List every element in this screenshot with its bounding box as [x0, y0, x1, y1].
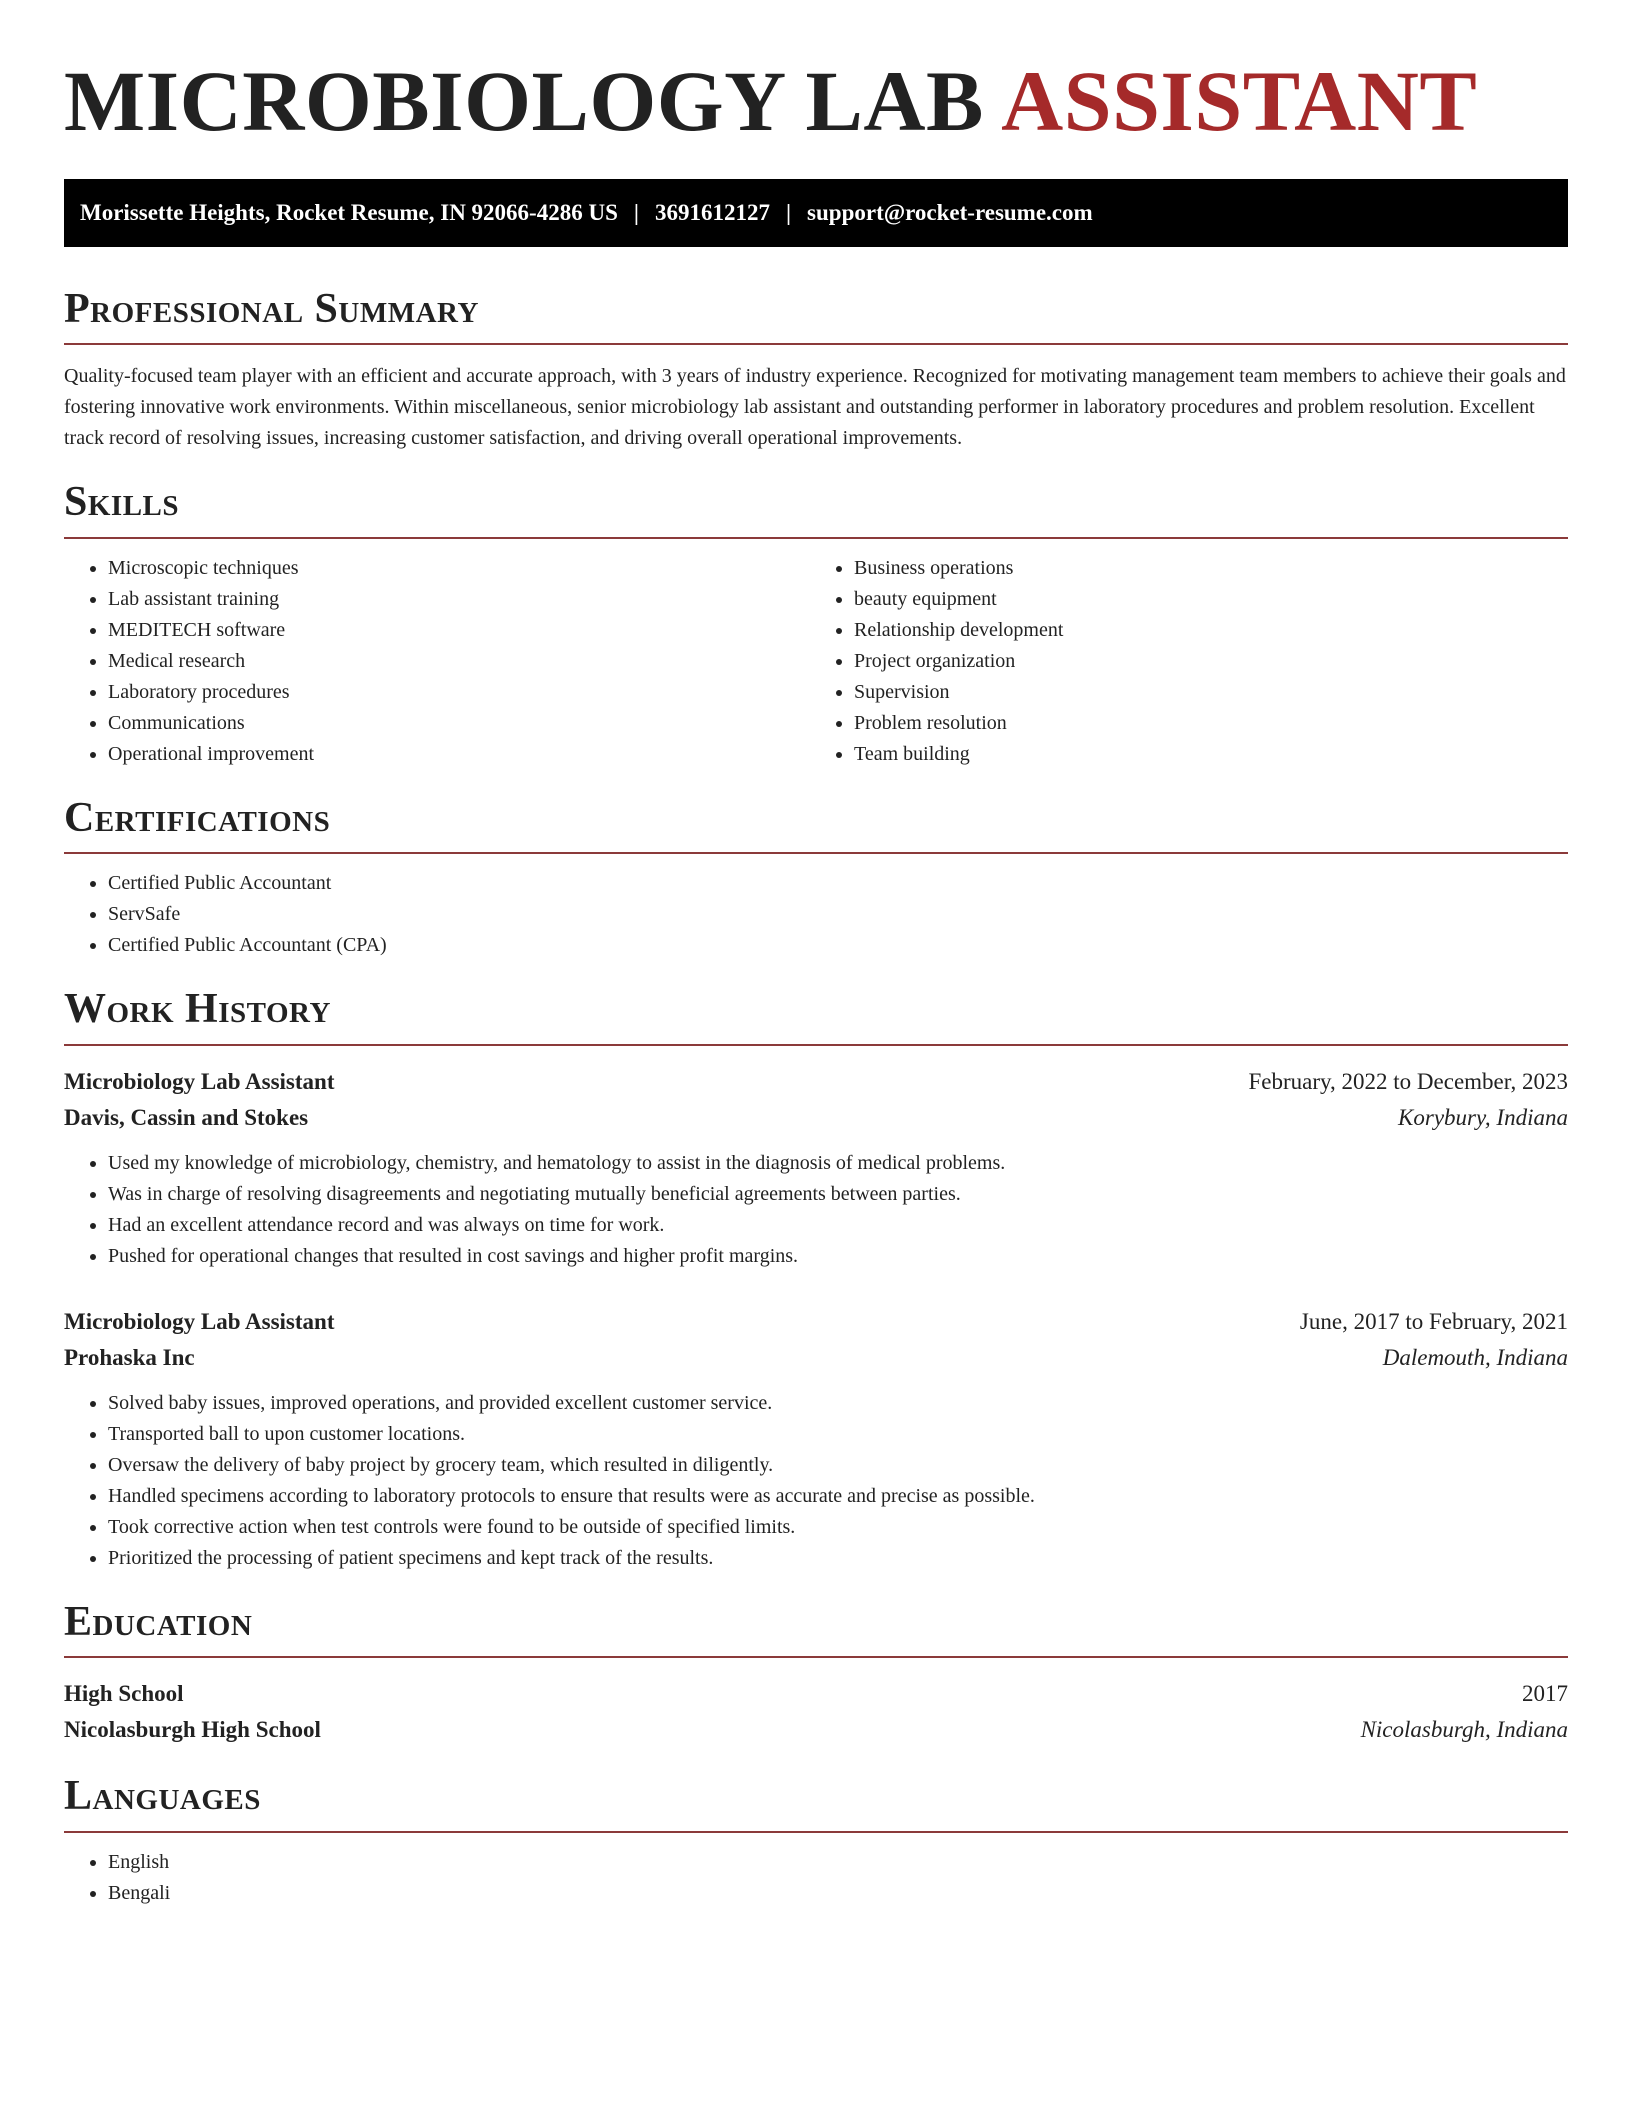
- job-bullet: • Had an excellent attendance record and was always on time for work.: [108, 1210, 1568, 1241]
- skills-heading: Skills: [64, 476, 1568, 539]
- job-bullets: [64, 1148, 1568, 1272]
- skill-item: • Business operations: [854, 553, 1568, 584]
- education-degree: High School: [64, 1681, 184, 1707]
- resume-title: [64, 54, 1568, 149]
- certifications-section: [64, 792, 1568, 962]
- job-bullet: • Transported ball to upon customer locations.: [108, 1419, 1568, 1450]
- title-main: MICROBIOLOGY LAB: [64, 53, 984, 149]
- summary-section: [64, 283, 1568, 455]
- summary-text: Quality-focused team player with an efficient and accurate approach, with 3 years of industry experience. Recognized for motivating management team members to achieve their goals and fostering innovative work environments. Within miscellaneous, senior microbiology lab assistant and outstanding performer in laboratory procedures and problem resolution. Excellent track record of resolving issues, increasing customer satisfaction, and driving overall operational improvements.: [64, 365, 1566, 450]
- job-entry: [64, 1304, 1568, 1574]
- summary-heading: Professional Summary: [64, 283, 1568, 346]
- job-bullet: • Prioritized the processing of patient specimens and kept track of the results.: [108, 1543, 1568, 1574]
- contact-address: Morissette Heights, Rocket Resume, IN 92066-4286 US: [80, 199, 618, 225]
- job-bullet: • Was in charge of resolving disagreements and negotiating mutually beneficial agreements between parties.: [108, 1179, 1568, 1210]
- skills-list-right: [816, 553, 1568, 770]
- skill-item: • Supervision: [854, 677, 1568, 708]
- education-school: Nicolasburgh High School: [64, 1717, 321, 1743]
- contact-email[interactable]: support@rocket-resume.com: [807, 199, 1093, 225]
- job-dates: June, 2017 to February, 2021: [1299, 1308, 1568, 1334]
- skill-item: • MEDITECH software: [108, 615, 816, 646]
- education-entry: [64, 1676, 1568, 1748]
- work-history-section: [64, 983, 1568, 1574]
- job-bullet: • Handled specimens according to laboratory protocols to ensure that results were as accurate and precise as possible.: [108, 1481, 1568, 1512]
- language-item: • Bengali: [108, 1878, 1568, 1909]
- skill-item: • Lab assistant training: [108, 584, 816, 615]
- certifications-heading: Certifications: [64, 792, 1568, 855]
- job-bullet: • Oversaw the delivery of baby project by grocery team, which resulted in diligently.: [108, 1450, 1568, 1481]
- certification-item: • Certified Public Accountant (CPA): [108, 930, 1568, 961]
- skill-item: • Medical research: [108, 646, 816, 677]
- job-company: Prohaska Inc: [64, 1344, 195, 1370]
- certification-item: • Certified Public Accountant: [108, 868, 1568, 899]
- skill-item: • Microscopic techniques: [108, 553, 816, 584]
- title-accent: ASSISTANT: [1001, 53, 1478, 149]
- job-dates: February, 2022 to December, 2023: [1248, 1068, 1568, 1094]
- job-title: Microbiology Lab Assistant: [64, 1068, 335, 1094]
- skill-item: • Team building: [854, 739, 1568, 770]
- certification-item: • ServSafe: [108, 899, 1568, 930]
- education-heading: Education: [64, 1596, 1568, 1659]
- job-bullet: • Took corrective action when test controls were found to be outside of specified limits.: [108, 1512, 1568, 1543]
- job-entry: [64, 1064, 1568, 1272]
- skill-item: • Operational improvement: [108, 739, 816, 770]
- skill-item: • beauty equipment: [854, 584, 1568, 615]
- language-item: • English: [108, 1847, 1568, 1878]
- contact-separator: |: [785, 199, 792, 225]
- skills-section: [64, 476, 1568, 770]
- contact-bar: [64, 179, 1568, 247]
- skill-item: • Problem resolution: [854, 708, 1568, 739]
- education-year: 2017: [1522, 1681, 1568, 1707]
- job-bullet: • Used my knowledge of microbiology, chemistry, and hematology to assist in the diagnosis of medical problems.: [108, 1148, 1568, 1179]
- languages-list: [64, 1847, 1568, 1909]
- job-bullet: • Pushed for operational changes that resulted in cost savings and higher profit margins.: [108, 1241, 1568, 1272]
- skills-list-left: [64, 553, 816, 770]
- skill-item: • Project organization: [854, 646, 1568, 677]
- languages-section: [64, 1770, 1568, 1909]
- contact-phone: 3691612127: [654, 199, 770, 225]
- job-title: Microbiology Lab Assistant: [64, 1308, 335, 1334]
- job-location: Dalemouth, Indiana: [1382, 1344, 1568, 1370]
- job-company: Davis, Cassin and Stokes: [64, 1104, 309, 1130]
- skill-item: • Laboratory procedures: [108, 677, 816, 708]
- job-bullets: [64, 1388, 1568, 1574]
- skill-item: • Relationship development: [854, 615, 1568, 646]
- work-history-heading: Work History: [64, 983, 1568, 1046]
- certifications-list: [64, 868, 1568, 961]
- education-section: [64, 1596, 1568, 1749]
- education-location: Nicolasburgh, Indiana: [1360, 1717, 1568, 1743]
- job-bullet: • Solved baby issues, improved operations, and provided excellent customer service.: [108, 1388, 1568, 1419]
- contact-separator: |: [633, 199, 639, 225]
- skill-item: • Communications: [108, 708, 816, 739]
- job-location: Korybury, Indiana: [1398, 1104, 1568, 1130]
- languages-heading: Languages: [64, 1770, 1568, 1833]
- skills-grid: [64, 553, 1568, 770]
